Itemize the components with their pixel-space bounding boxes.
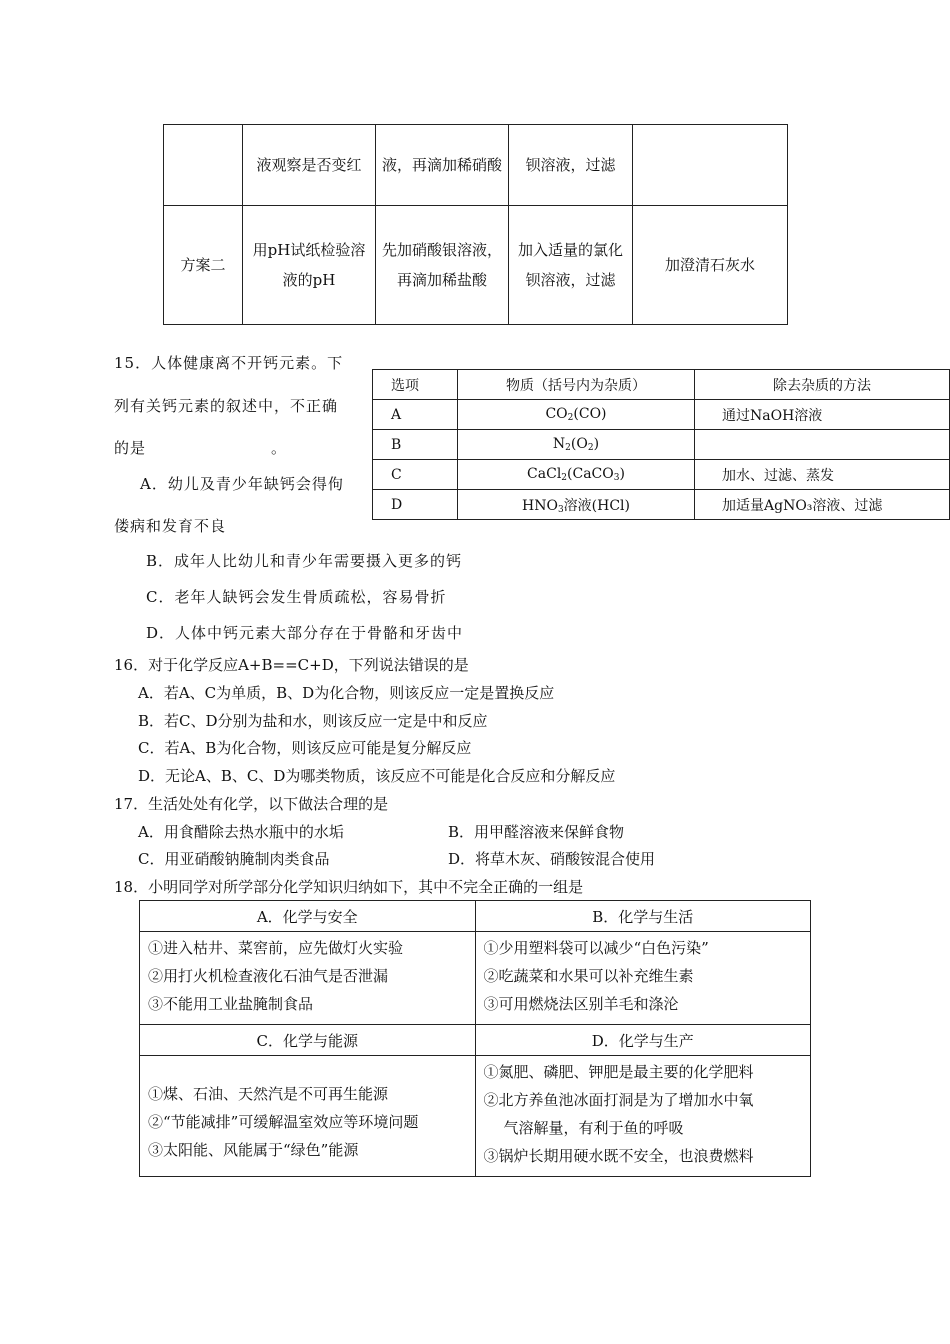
q15-option-b: B．成年人比幼儿和青少年需要摄入更多的钙	[146, 552, 463, 570]
q17-stem: 17．生活处处有化学，以下做法合理的是	[114, 795, 389, 813]
section-items-d	[475, 1056, 811, 1177]
q16-option-d: D．无论A、B、C、D为哪类物质，该反应不可能是化合反应和分解反应	[138, 767, 616, 785]
q15-stem-text: 的是	[114, 439, 147, 457]
table-cell: 用pH试纸检验溶液的pH	[243, 206, 376, 325]
table-row	[164, 206, 788, 325]
q15-option-a-cont: 偻病和发育不良	[114, 517, 227, 535]
list-item: ③太阳能、风能属于“绿色”能源	[148, 1141, 359, 1159]
q15-option-c: C．老年人缺钙会发生骨质疏松，容易骨折	[146, 588, 447, 606]
scheme-table	[163, 124, 788, 325]
option-cell: A	[373, 400, 458, 430]
list-item: ②吃蔬菜和水果可以补充维生素	[483, 967, 694, 985]
table-cell	[633, 125, 788, 206]
section-items-a	[140, 932, 476, 1025]
table-row	[373, 400, 950, 430]
table-row	[140, 1025, 811, 1056]
q16-option-a: A．若A、C为单质，B、D为化合物，则该反应一定是置换反应	[138, 684, 555, 702]
table-cell: 液，再滴加稀硝酸	[376, 125, 509, 206]
table-cell	[164, 125, 243, 206]
list-item: ②北方养鱼池冰面打洞是为了增加水中氧	[483, 1091, 754, 1109]
table-row	[140, 1056, 811, 1177]
list-item: 气溶解量，有利于鱼的呼吸	[503, 1119, 684, 1137]
table-cell: 钡溶液，过滤	[509, 125, 633, 206]
q15-stem: 15．人体健康离不开钙元素。下	[114, 354, 344, 372]
table-row	[373, 460, 950, 490]
substance-cell: $CO_2(CO)$	[458, 400, 695, 430]
option-cell: D	[373, 490, 458, 520]
column-header: 除去杂质的方法	[695, 370, 950, 400]
list-item: ③可用燃烧法区别羊毛和涤沦	[483, 995, 679, 1013]
q18-stem: 18．小明同学对所学部分化学知识归纳如下，其中不完全正确的一组是	[114, 878, 584, 896]
table-row	[140, 901, 811, 932]
q15-option-a: A．幼儿及青少年缺钙会得佝	[140, 475, 344, 493]
option-cell: C	[373, 460, 458, 490]
list-item: ③不能用工业盐腌制食品	[148, 995, 314, 1013]
list-item: ①进入枯井、菜窖前，应先做灯火实验	[148, 939, 404, 957]
section-items-b	[475, 932, 811, 1025]
q15-option-d: D．人体中钙元素大部分存在于骨骼和牙齿中	[146, 624, 464, 642]
table-row	[373, 430, 950, 460]
q16-option-b: B．若C、D分别为盐和水，则该反应一定是中和反应	[138, 712, 488, 730]
section-items-c	[140, 1056, 476, 1177]
knowledge-table	[139, 900, 811, 1177]
q16-stem: 16．对于化学反应A+B==C+D，下列说法错误的是	[114, 656, 469, 674]
section-title-a: A．化学与安全	[140, 901, 476, 932]
table-row	[373, 490, 950, 520]
section-title-b: B．化学与生活	[475, 901, 811, 932]
table-row	[164, 125, 788, 206]
table-header-row	[373, 370, 950, 400]
list-item: ①少用塑料袋可以减少“白色污染”	[483, 939, 709, 957]
column-header: 选项	[373, 370, 458, 400]
q17-option-c: C．用亚硝酸钠腌制肉类食品	[138, 850, 330, 868]
impurity-table	[372, 369, 950, 520]
substance-cell: CaCl$_2$(CaCO$_3$)	[458, 460, 695, 490]
substance-cell: $N_2(O_2)$	[458, 430, 695, 460]
q16-option-c: C．若A、B为化合物，则该反应可能是复分解反应	[138, 739, 472, 757]
table-cell: 先加硝酸银溶液，再滴加稀盐酸	[376, 206, 509, 325]
column-header: 物质（括号内为杂质）	[458, 370, 695, 400]
method-cell: 加适量AgNO₃溶液、过滤	[695, 490, 950, 520]
list-item: ①氮肥、磷肥、钾肥是最主要的化学肥料	[483, 1063, 754, 1081]
list-item: ③锅炉长期用硬水既不安全，也浪费燃料	[483, 1147, 754, 1165]
section-title-d: D．化学与生产	[475, 1025, 811, 1056]
q17-option-a: A．用食醋除去热水瓶中的水垢	[138, 823, 344, 841]
table-cell: 液观察是否变红	[243, 125, 376, 206]
option-cell: B	[373, 430, 458, 460]
substance-cell: $HNO_3$溶液(HCl)	[458, 490, 695, 520]
q15-stem	[114, 437, 287, 458]
list-item: ②用打火机检查液化石油气是否泄漏	[148, 967, 389, 985]
table-cell: 加入适量的氯化钡溶液，过滤	[509, 206, 633, 325]
list-item: ②“节能减排”可缓解温室效应等环境问题	[148, 1113, 419, 1131]
q17-option-b: B．用甲醛溶液来保鲜食物	[448, 823, 625, 841]
q15-stem-end: 。	[271, 439, 288, 457]
table-row	[140, 932, 811, 1025]
list-item: ①煤、石油、天然汽是不可再生能源	[148, 1085, 389, 1103]
method-cell: 通过NaOH溶液	[695, 400, 950, 430]
method-cell	[695, 430, 950, 460]
method-cell: 加水、过滤、蒸发	[695, 460, 950, 490]
table-cell: 方案二	[164, 206, 243, 325]
section-title-c: C．化学与能源	[140, 1025, 476, 1056]
table-cell: 加澄清石灰水	[633, 206, 788, 325]
q15-stem: 列有关钙元素的叙述中，不正确	[114, 397, 339, 415]
q17-option-d: D．将草木灰、硝酸铵混合使用	[448, 850, 656, 868]
